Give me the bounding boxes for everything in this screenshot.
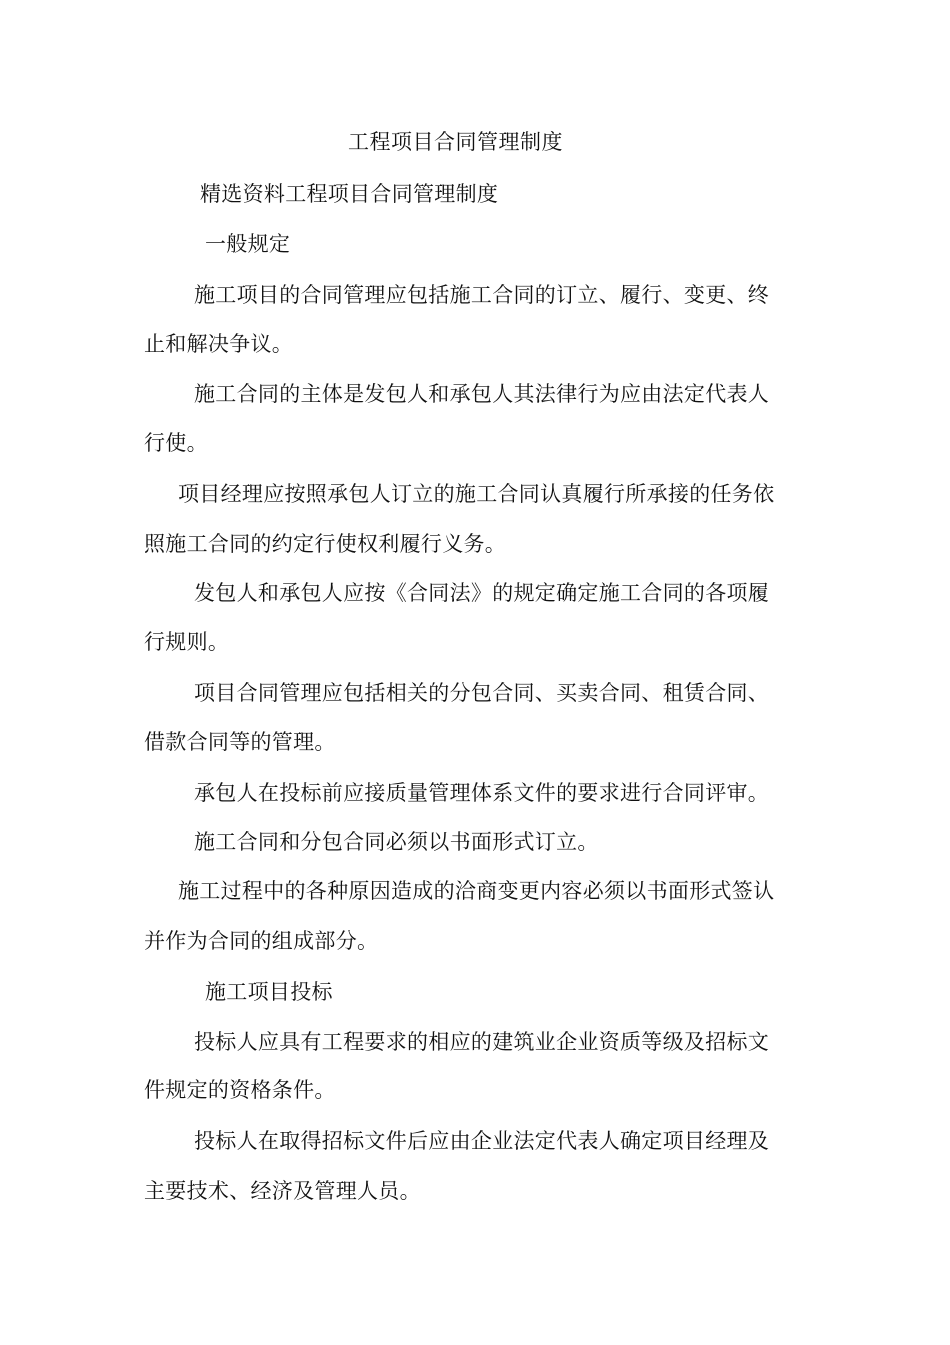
document-subtitle: 精选资料工程项目合同管理制度 <box>200 182 499 206</box>
paragraph-line: 项目经理应按照承包人订立的施工合同认真履行所承接的任务依 <box>178 482 775 506</box>
paragraph-line: 行规则。 <box>144 630 230 654</box>
paragraph-line: 承包人在投标前应接质量管理体系文件的要求进行合同评审。 <box>194 781 770 805</box>
paragraph-line: 行使。 <box>144 431 208 455</box>
paragraph-line: 项目合同管理应包括相关的分包合同、买卖合同、租赁合同、 <box>194 681 770 705</box>
paragraph-line: 借款合同等的管理。 <box>144 730 336 754</box>
paragraph-line: 施工过程中的各种原因造成的洽商变更内容必须以书面形式签认 <box>178 879 775 903</box>
paragraph-line: 件规定的资格条件。 <box>144 1078 336 1102</box>
paragraph-line: 发包人和承包人应按《合同法》的规定确定施工合同的各项履 <box>194 581 770 605</box>
paragraph-line: 施工项目的合同管理应包括施工合同的订立、履行、变更、终 <box>194 283 770 307</box>
paragraph-line: 止和解决争议。 <box>144 332 294 356</box>
paragraph-line: 施工合同的主体是发包人和承包人其法律行为应由法定代表人 <box>194 382 770 406</box>
paragraph-line: 投标人应具有工程要求的相应的建筑业企业资质等级及招标文 <box>194 1030 770 1054</box>
document-title: 工程项目合同管理制度 <box>348 130 563 154</box>
paragraph-line: 主要技术、经济及管理人员。 <box>144 1179 421 1203</box>
paragraph-line: 施工合同和分包合同必须以书面形式订立。 <box>194 830 599 854</box>
paragraph-line: 投标人在取得招标文件后应由企业法定代表人确定项目经理及 <box>194 1129 770 1153</box>
section-heading-general: 一般规定 <box>205 232 291 256</box>
section-heading-bidding: 施工项目投标 <box>205 980 333 1004</box>
paragraph-line: 照施工合同的约定行使权利履行义务。 <box>144 532 507 556</box>
paragraph-line: 并作为合同的组成部分。 <box>144 929 379 953</box>
